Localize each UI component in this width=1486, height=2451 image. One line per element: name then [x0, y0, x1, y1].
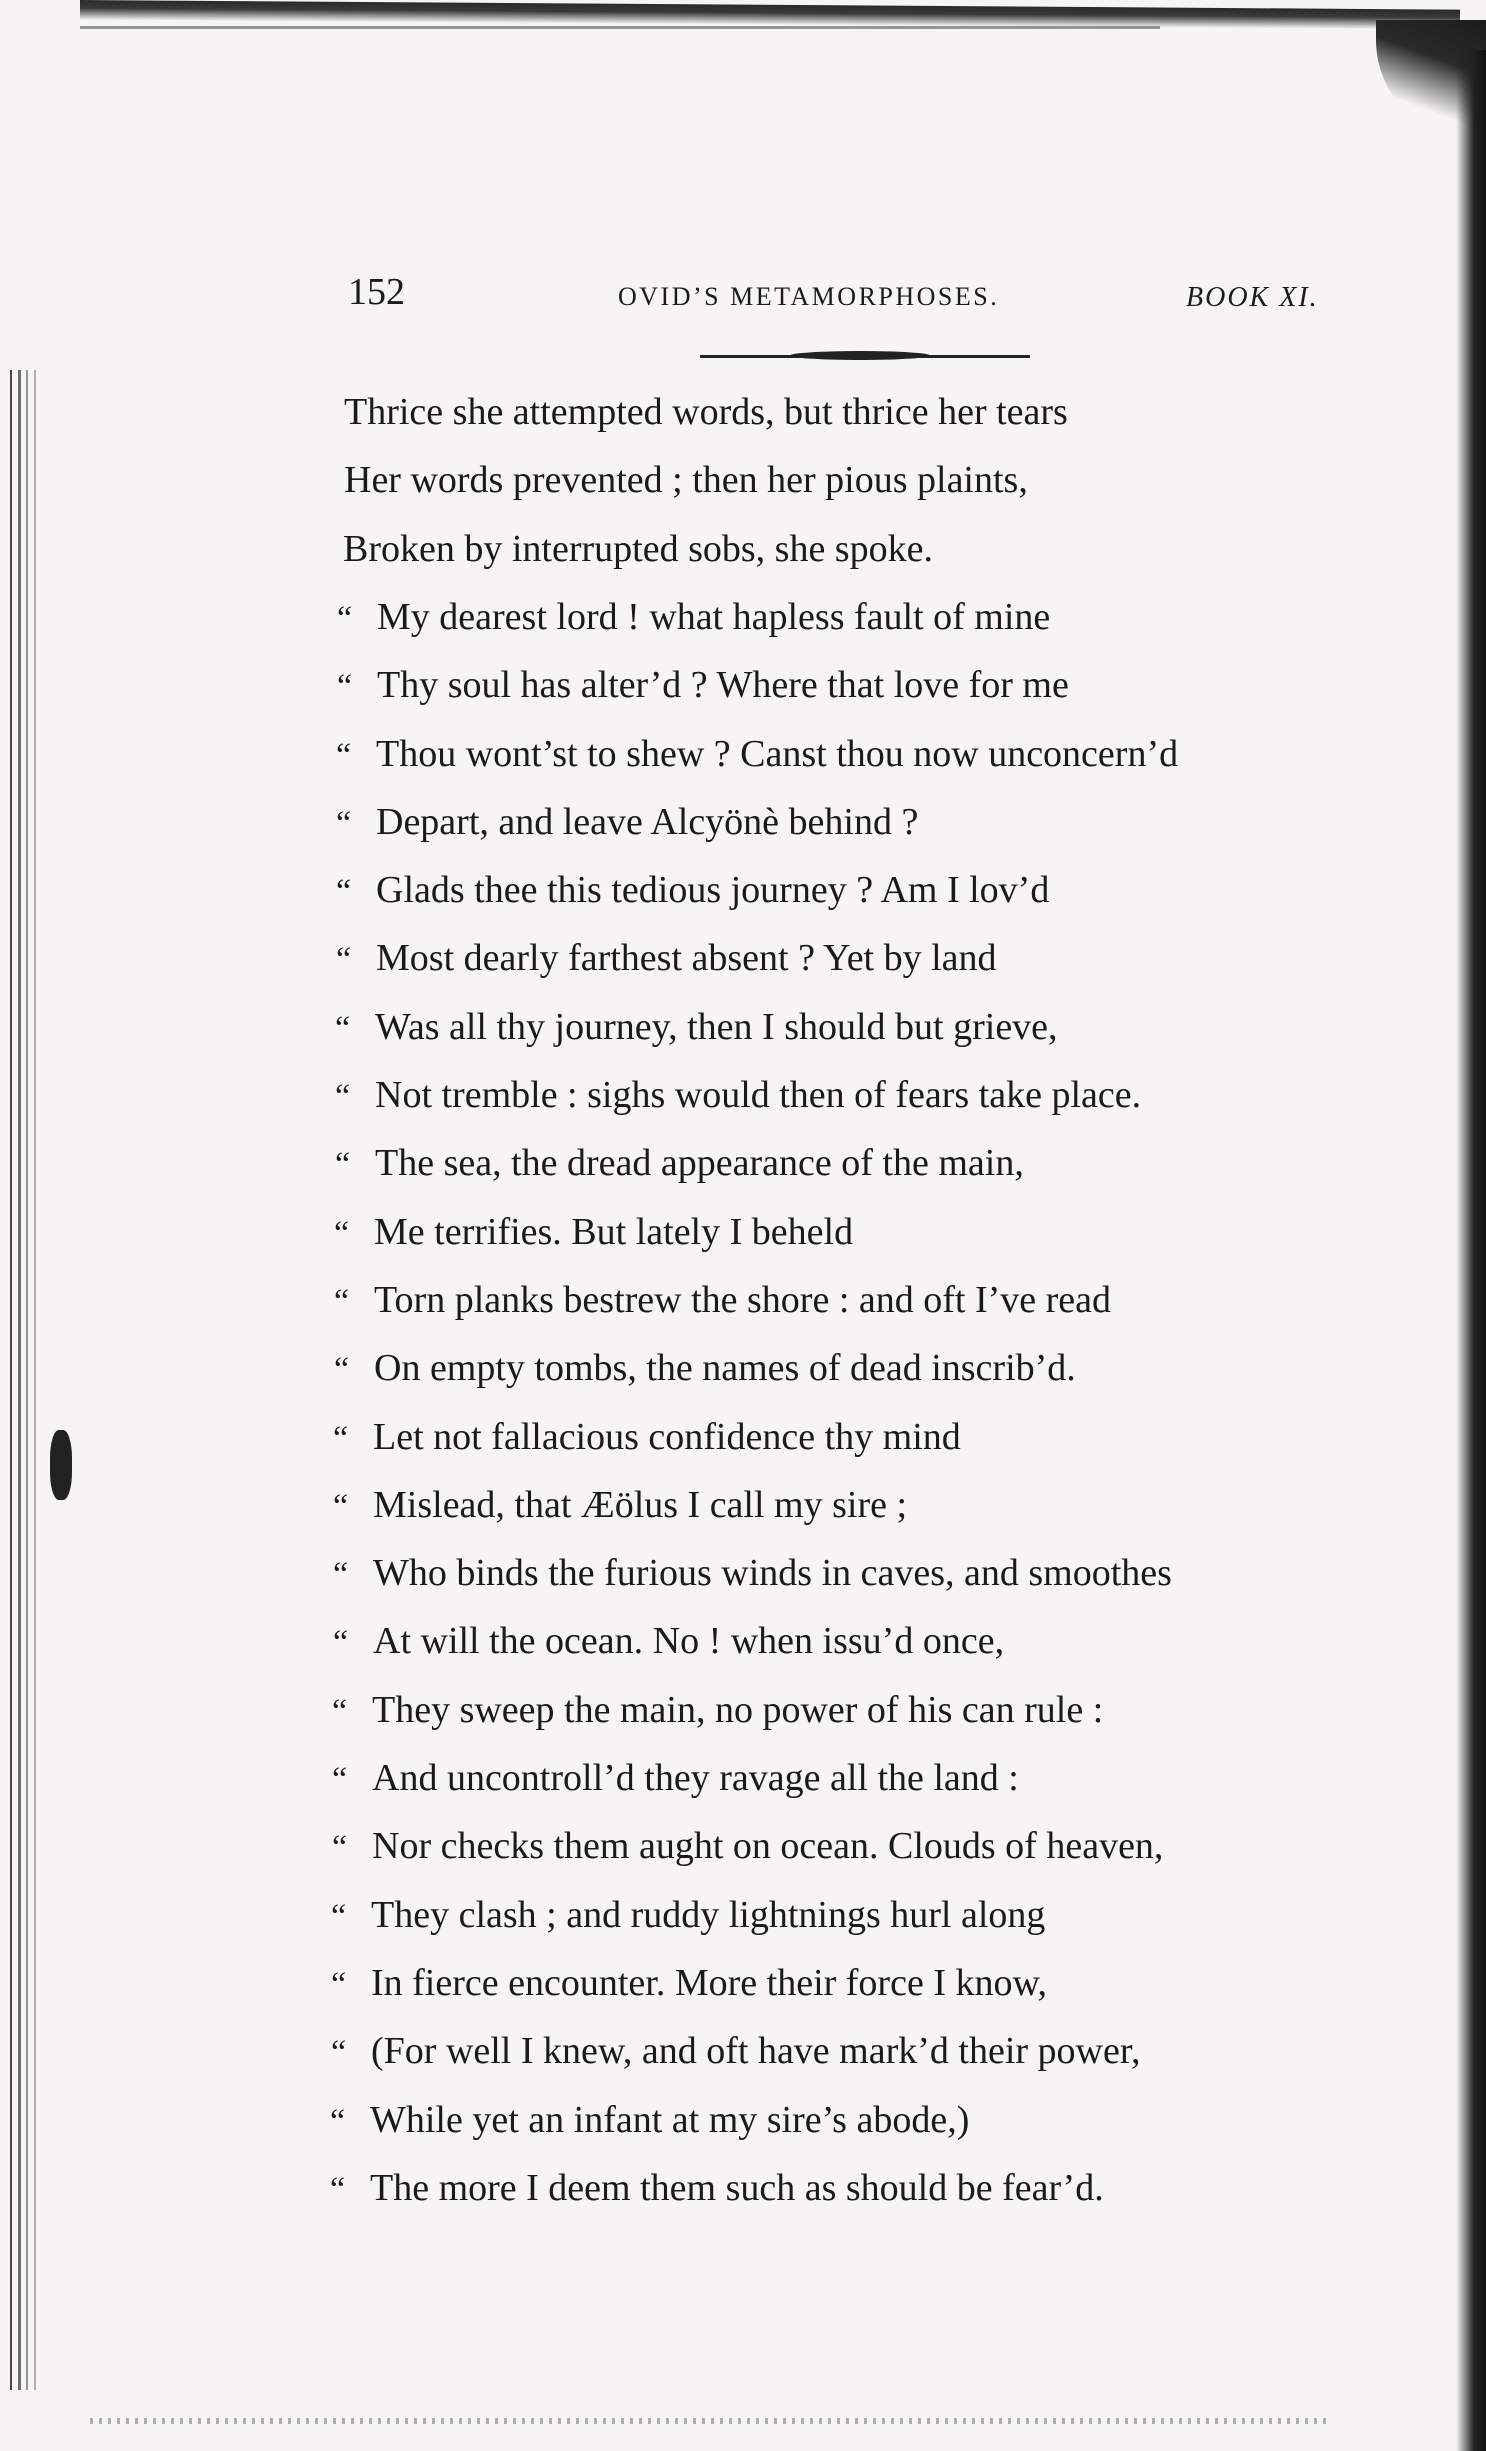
verse-line [334, 1276, 1111, 1326]
verse-line [333, 1413, 961, 1463]
verse-line-text: The sea, the dread appearance of the main, [375, 1142, 1024, 1185]
opening-quote-mark: “ [332, 1829, 348, 1867]
verse-line [343, 525, 933, 573]
verse-line [333, 1617, 1004, 1667]
verse-line [331, 2027, 1140, 2077]
verse-line-text: Mislead, that Æölus I call my sire ; [373, 1483, 908, 1526]
verse-line [344, 456, 1028, 504]
verse-line-text: Let not fallacious confidence thy mind [373, 1415, 961, 1458]
running-head [0, 268, 1486, 328]
verse-line [334, 1344, 1076, 1394]
binding-ink-blot [50, 1430, 72, 1500]
opening-quote-mark: “ [331, 1965, 347, 2003]
verse-line [335, 1139, 1024, 1189]
verse-line [336, 730, 1178, 780]
verse-line [330, 2164, 1104, 2214]
verse-line [335, 1003, 1058, 1053]
opening-quote-mark: “ [337, 599, 353, 637]
opening-quote-mark: “ [336, 941, 352, 979]
verse-line-text: And uncontroll’d they ravage all the land : [372, 1757, 1019, 1799]
page-number: 152 [348, 271, 405, 313]
opening-quote-mark: “ [333, 1556, 349, 1594]
verse-line [337, 661, 1069, 711]
opening-quote-mark: “ [330, 2170, 346, 2208]
verse-line [332, 1822, 1163, 1872]
verse-line-text: The more I deem them such as should be fear’d. [370, 2166, 1104, 2209]
verse-line [333, 1481, 907, 1531]
verse-line-text: Nor checks them aught on ocean. Clouds of heaven, [372, 1825, 1164, 1868]
verse-line-text: On empty tombs, the names of dead inscrib’d. [374, 1347, 1076, 1390]
verse-line-text: Glads thee this tedious journey ? Am I lov’d [376, 869, 1050, 912]
verse-line [336, 866, 1049, 916]
opening-quote-mark: “ [333, 1487, 349, 1525]
verse-line-text: My dearest lord ! what hapless fault of mine [377, 595, 1051, 638]
verse-line-text: Most dearly farthest absent ? Yet by land [376, 937, 997, 980]
verse-line-text: Depart, and leave Alcyönè behind ? [376, 800, 919, 843]
verse-line [336, 934, 997, 984]
verse-line-text: Thrice she attempted words, but thrice her tears [344, 391, 1068, 433]
opening-quote-mark: “ [331, 1897, 347, 1935]
verse-line-text: They sweep the main, no power of his can rule : [372, 1688, 1104, 1731]
opening-quote-mark: “ [334, 1214, 350, 1252]
verse-line [333, 1549, 1172, 1599]
binding-line [34, 370, 36, 2390]
verse-line-text: Torn planks bestrew the shore : and oft I’ve read [374, 1278, 1112, 1321]
opening-quote-mark: “ [336, 736, 352, 774]
verse-line-text: Me terrifies. But lately I beheld [374, 1210, 854, 1253]
verse-line-text: While yet an infant at my sire’s abode,) [370, 2098, 970, 2141]
verse-line-text: Broken by interrupted sobs, she spoke. [343, 527, 933, 570]
verse-line [344, 388, 1068, 436]
binding-line [18, 370, 21, 2390]
opening-quote-mark: “ [330, 2102, 346, 2140]
verse-line-text: At will the ocean. No ! when issu’d once, [373, 1620, 1005, 1663]
book-label: BOOK XI. [1186, 282, 1319, 313]
opening-quote-mark: “ [335, 1078, 351, 1115]
opening-quote-mark: “ [335, 1146, 351, 1184]
opening-quote-mark: “ [332, 1761, 348, 1798]
binding-line [10, 370, 12, 2390]
opening-quote-mark: “ [332, 1692, 348, 1730]
verse-line-text: Was all thy journey, then I should but grieve, [375, 1005, 1058, 1048]
verse-line-text: Thou wont’st to shew ? Canst thou now unconcern’d [376, 732, 1179, 775]
verse-line [332, 1754, 1019, 1804]
opening-quote-mark: “ [333, 1419, 349, 1457]
opening-quote-mark: “ [335, 1009, 351, 1047]
verse-line [335, 1071, 1141, 1121]
verse-line-text: Her words prevented ; then her pious plaints, [344, 459, 1028, 502]
header-rule-ornament [790, 351, 930, 360]
opening-quote-mark: “ [336, 873, 352, 911]
verse-line [331, 1891, 1045, 1941]
verse-line [331, 1959, 1047, 2009]
scan-bottom-edge [90, 2418, 1330, 2424]
running-title: OVID’S METAMORPHOSES. [618, 282, 1000, 311]
verse-line [330, 2096, 969, 2146]
verse-line-text: In fierce encounter. More their force I know, [371, 1961, 1047, 2004]
opening-quote-mark: “ [336, 804, 352, 842]
verse-line-text: They clash ; and ruddy lightnings hurl along [371, 1893, 1046, 1936]
verse-line [337, 593, 1050, 643]
scan-top-line [80, 26, 1160, 29]
opening-quote-mark: “ [334, 1351, 350, 1389]
verse-line-text: Thy soul has alter’d ? Where that love for me [377, 664, 1069, 707]
verse-line [336, 798, 918, 848]
verse-line-text: (For well I knew, and oft have mark’d their power, [371, 2030, 1141, 2073]
verse-line [332, 1686, 1103, 1736]
binding-line [26, 370, 28, 2390]
verse-line-text: Not tremble : sighs would then of fears take place. [375, 1074, 1142, 1116]
scan-right-edge [1456, 50, 1486, 2451]
opening-quote-mark: “ [333, 1624, 349, 1662]
opening-quote-mark: “ [337, 668, 353, 706]
verse-line [334, 1208, 853, 1258]
verse-line-text: Who binds the furious winds in caves, and smoothes [373, 1552, 1172, 1595]
opening-quote-mark: “ [331, 2034, 347, 2072]
opening-quote-mark: “ [334, 1282, 350, 1320]
